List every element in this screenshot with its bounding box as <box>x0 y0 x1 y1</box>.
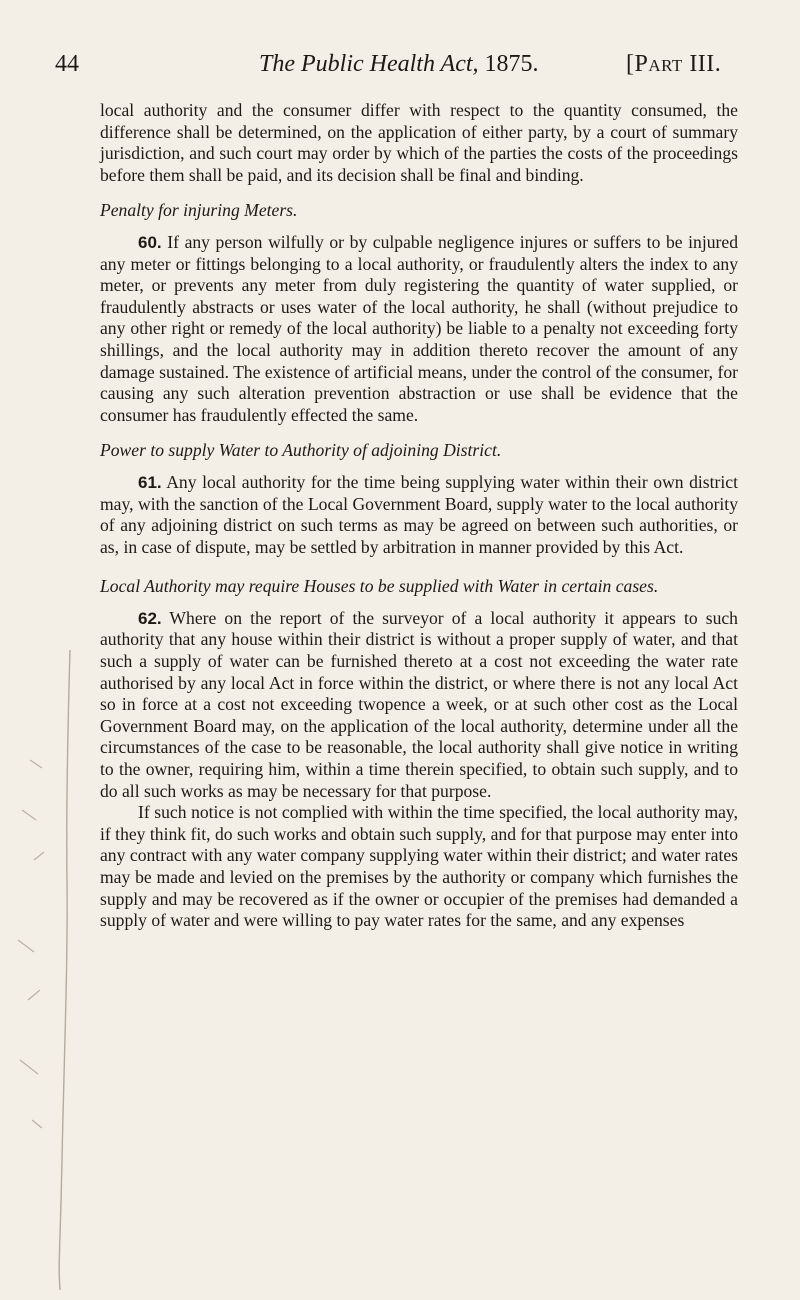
section-heading-60: Penalty for injuring Meters. <box>100 200 298 221</box>
section-60-text: If any person wilfully or by culpable negligence injures or suffers to be injured any meter or fittings belonging to a local authority, or fraudulently alters the index to any meter, or prevents any meter from duly registering the quantity of water supplied, or fraudulently abstracts or uses water of the local authority, he shall (without prejudice to any other right or remedy of the local authority) be liable to a penalty not exceeding forty shillings, and the local authority may in addition thereto recover the amount of any damage sustained. The existence of artificial means, under the control of the consumer, for causing any such alteration prevention abstraction or use shall be evidence that the consumer has fraudulently effected the same. <box>100 231 739 425</box>
section-61-text: Any local authority for the time being supplying water within their own district may, with the sanction of the Local Government Board, supply water to the local authority of any adjoining district on such terms as may be agreed on between such authorities, or as, in case of dispute, may be settled by arbitration in manner provided by this Act. <box>100 471 738 557</box>
section-60 <box>100 232 738 426</box>
section-number-60: 60. <box>138 232 162 252</box>
section-62 <box>100 608 738 802</box>
page-number: 44 <box>55 51 79 77</box>
body-text <box>100 100 738 932</box>
section-heading-61: Power to supply Water to Authority of adjoining District. <box>100 440 502 461</box>
part-label: [Part III. <box>626 51 722 77</box>
running-title <box>259 44 539 84</box>
section-number-61: 61. <box>138 472 162 492</box>
section-61 <box>100 472 738 558</box>
section-62-continued: If such notice is not complied with within the time specified, the local authority may, if they think fit, do such works and obtain such supply, and for that purpose may enter into any contract with any water company supplying water within their district; and water rates may be made and levied on the premises by the authority or company which furnishes the supply and may be recovered as if the owner or occupier of the premises had demanded a supply of water and were willing to pay water rates for the same, and any expenses <box>100 802 738 931</box>
section-heading-62: Local Authority may require Houses to be supplied with Water in certain cases. <box>100 576 659 597</box>
carryover-paragraph: local authority and the consumer differ with respect to the quantity consumed, the difference shall be determined, on the application of either party, by a court of summary jurisdiction, and such court may order by which of the parties the costs of the proceedings before them shall be paid, and its decision shall be final and binding. <box>100 100 738 185</box>
section-number-62: 62. <box>138 608 162 628</box>
running-title-text: The Public Health Act, <box>259 51 479 77</box>
running-title-year: 1875. <box>484 51 539 77</box>
running-header <box>55 44 755 84</box>
margin-annotation-marks <box>0 640 90 1300</box>
section-62-text: Where on the report of the surveyor of a local authority it appears to such authority that any house within their district is without a proper supply of water, and that such a supply of water can be furnished thereto at a cost not exceeding the water rate authorised by any local Act in force within the district, or where there is not any local Act so in force at a cost not exceeding twopence a week, or at such other cost as the Local Government Board may, on the application of the local authority, determine under all the circumstances of the case to be reasonable, the local authority shall give notice in writing to the owner, requiring him, within a time therein specified, to obtain such supply, and to do all such works as may be necessary for that purpose. <box>100 607 738 801</box>
